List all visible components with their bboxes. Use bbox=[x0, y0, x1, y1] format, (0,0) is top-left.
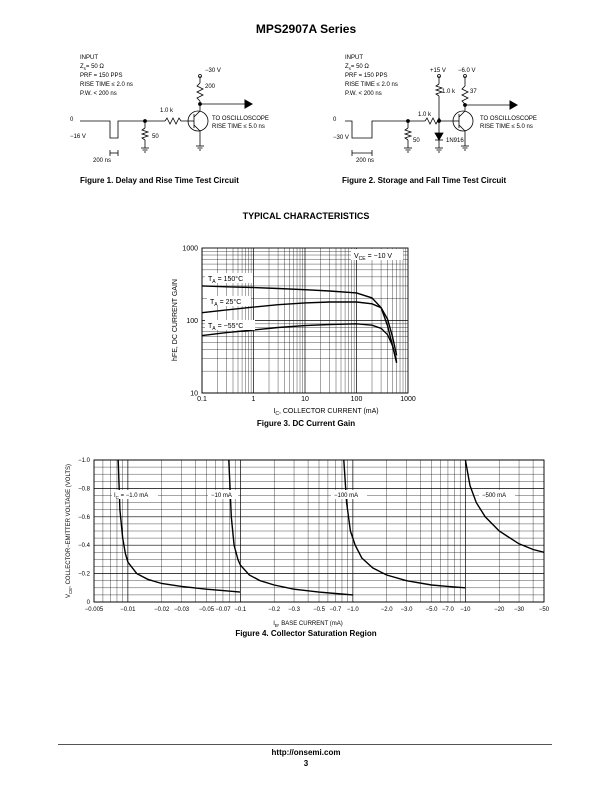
fig4-x-tick-label: −0.7 bbox=[329, 607, 342, 613]
fig4-x-tick-label: −0.3 bbox=[288, 607, 300, 613]
fig2-input-label: INPUT bbox=[345, 55, 363, 61]
fig2-zs-label: $Z_s= 50$ Ω bbox=[345, 64, 369, 71]
fig3-chart bbox=[150, 240, 440, 420]
fig1-zs-label: $Z_s= 50$ Ω bbox=[80, 64, 104, 71]
fig2-diode-label: 1N916 bbox=[446, 138, 464, 144]
fig1-scope-line2: RISE TIME ≤ 5.0 ns bbox=[212, 124, 265, 130]
fig4-x-tick-label: −0.5 bbox=[313, 607, 325, 613]
fig4-y-tick-label: −0.2 bbox=[78, 571, 90, 578]
fig4-series2-label: −10 mA bbox=[211, 493, 232, 499]
fig2-caption: Figure 2. Storage and Fall Time Test Circuit bbox=[342, 176, 507, 185]
fig2-supply-pos-label: +15 V bbox=[430, 68, 446, 74]
fig4-x-tick-label: −30 bbox=[513, 607, 525, 613]
fig3-ylabel: hFE, DC CURRENT GAIN bbox=[172, 279, 179, 361]
fig2-scope-line2: RISE TIME ≤ 5.0 ns bbox=[480, 124, 533, 130]
fig4-x-tick-label: −2.0 bbox=[380, 607, 393, 613]
fig2-scope-line1: TO OSCILLOSCOPE bbox=[480, 116, 537, 122]
fig4-grid bbox=[94, 460, 544, 602]
footer-url: http://onsemi.com bbox=[271, 748, 341, 757]
fig1-circuit bbox=[60, 48, 300, 178]
fig2-prf-label: PRF = 150 PPS bbox=[345, 73, 388, 79]
fig4-x-tick-label: −3.0 bbox=[400, 607, 413, 613]
fig1-input-label: INPUT bbox=[80, 55, 98, 61]
fig2-pulse-zero: 0 bbox=[333, 117, 337, 123]
fig2-circuit bbox=[325, 48, 555, 178]
fig4-x-tick-label: −0.2 bbox=[268, 607, 281, 613]
fig3-x-tick-label: 0.1 bbox=[197, 396, 207, 403]
fig3-y-tick-label: 1000 bbox=[182, 245, 198, 253]
fig4-series-2-line bbox=[229, 460, 353, 595]
fig4-x-tick-label: −1.0 bbox=[346, 607, 359, 613]
fig4-series-4-line bbox=[465, 460, 544, 552]
fig2-rb-label: 1.0 k bbox=[418, 112, 432, 118]
fig2-pulse-low: −30 V bbox=[333, 135, 349, 141]
fig1-pulse-zero: 0 bbox=[70, 117, 74, 123]
fig4-series3-label: −100 mA bbox=[334, 493, 359, 499]
fig4-caption: Figure 4. Collector Saturation Region bbox=[235, 629, 377, 638]
page-title: MPS2907A Series bbox=[255, 22, 357, 36]
fig4-x-tick-label: −0.005 bbox=[84, 607, 104, 613]
fig4-xlabel: $I_B$, BASE CURRENT (mA) bbox=[273, 621, 343, 628]
fig4-x-tick-label: −0.1 bbox=[234, 607, 247, 613]
fig4-curves bbox=[118, 460, 544, 595]
fig2-pulse-width: 200 ns bbox=[356, 158, 375, 164]
fig1-caption: Figure 1. Delay and Rise Time Test Circuit bbox=[80, 176, 239, 185]
fig3-x-tick-label: 10 bbox=[301, 396, 309, 403]
fig4-x-tick-label: −0.05 bbox=[198, 607, 215, 613]
fig2-risetime-label: RISE TIME ≤ 2.0 ns bbox=[345, 82, 398, 88]
fig1-pulse-width: 200 ns bbox=[93, 158, 112, 164]
section-title: TYPICAL CHARACTERISTICS bbox=[242, 211, 370, 221]
fig1-pw-label: P.W. < 200 ns bbox=[80, 91, 117, 97]
fig3-y-tick-label: 100 bbox=[186, 318, 198, 325]
fig2-supply-neg-label: −6.0 V bbox=[458, 68, 476, 74]
fig4-y-tick-label: −1.0 bbox=[78, 458, 90, 464]
fig3-x-tick-label: 1 bbox=[251, 396, 256, 403]
fig4-ylabel: $V_{CE}$, COLLECTOR−EMITTER VOLTAGE (VOLTS) bbox=[66, 463, 73, 599]
fig4-x-tick-label: −0.02 bbox=[154, 607, 170, 613]
footer-divider bbox=[58, 744, 552, 745]
fig2-output-arrow-icon bbox=[510, 101, 517, 109]
fig4-series4-label: −500 mA bbox=[482, 493, 507, 499]
fig4-series-1-line bbox=[118, 460, 240, 592]
fig2-pw-label: P.W. < 200 ns bbox=[345, 91, 382, 97]
fig1-rc-label: 200 bbox=[205, 84, 216, 90]
fig4-y-tick-label: −0.6 bbox=[78, 514, 90, 521]
fig4-x-tick-label: −0.03 bbox=[173, 607, 190, 613]
fig3-y-tick-label: 10 bbox=[190, 390, 198, 398]
fig4-x-tick-label: −10 bbox=[460, 607, 471, 613]
fig4-x-tick-label: −20 bbox=[494, 607, 505, 613]
fig3-vce-label: $V_{CE} = -10$ V bbox=[354, 253, 393, 262]
fig4-y-tick-label: 0 bbox=[86, 600, 90, 606]
fig2-rc-label: 37 bbox=[470, 89, 477, 95]
fig4-x-tick-label: −50 bbox=[538, 607, 550, 613]
fig1-risetime-label: RISE TIME ≤ 2.0 ns bbox=[80, 82, 133, 88]
fig3-series1-label: $T_A = 150^\circ C$ bbox=[208, 276, 244, 285]
fig4-x-tick-label: −7.0 bbox=[442, 607, 454, 613]
fig4-x-tick-label: −5.0 bbox=[425, 607, 438, 613]
fig3-annotations bbox=[205, 249, 403, 332]
fig4-x-tick-label: −0.01 bbox=[120, 607, 136, 613]
fig1-output-arrow-icon bbox=[245, 100, 252, 108]
fig3-series2-label: $T_A = 25^\circ C$ bbox=[210, 299, 242, 308]
fig1-rb-label: 1.0 k bbox=[160, 108, 174, 114]
fig4-series1-label: $I_C = -1.0$ mA bbox=[114, 493, 149, 500]
fig2-rin-label: 50 bbox=[413, 138, 420, 144]
fig3-series3-label: $T_A = -55^\circ C$ bbox=[208, 323, 244, 332]
fig3-xlabel: $I_C$, COLLECTOR CURRENT (mA) bbox=[273, 408, 379, 417]
fig2-rtop-label: 1.0 k bbox=[442, 89, 456, 95]
fig1-prf-label: PRF = 150 PPS bbox=[80, 73, 123, 79]
page-number: 3 bbox=[303, 759, 309, 768]
fig4-y-tick-label: −0.8 bbox=[78, 486, 90, 493]
fig3-x-tick-label: 1000 bbox=[400, 396, 416, 403]
fig1-pulse-low: −16 V bbox=[70, 134, 86, 140]
fig1-rin-label: 50 bbox=[152, 134, 159, 140]
fig4-y-tick-label: −0.4 bbox=[78, 543, 90, 550]
fig3-x-tick-label: 100 bbox=[350, 396, 363, 403]
fig4-x-tick-label: −0.07 bbox=[215, 607, 231, 613]
fig3-caption: Figure 3. DC Current Gain bbox=[256, 419, 356, 428]
fig1-scope-line1: TO OSCILLOSCOPE bbox=[212, 116, 269, 122]
fig1-supply-label: −30 V bbox=[205, 68, 221, 74]
fig4-chart bbox=[58, 452, 558, 632]
